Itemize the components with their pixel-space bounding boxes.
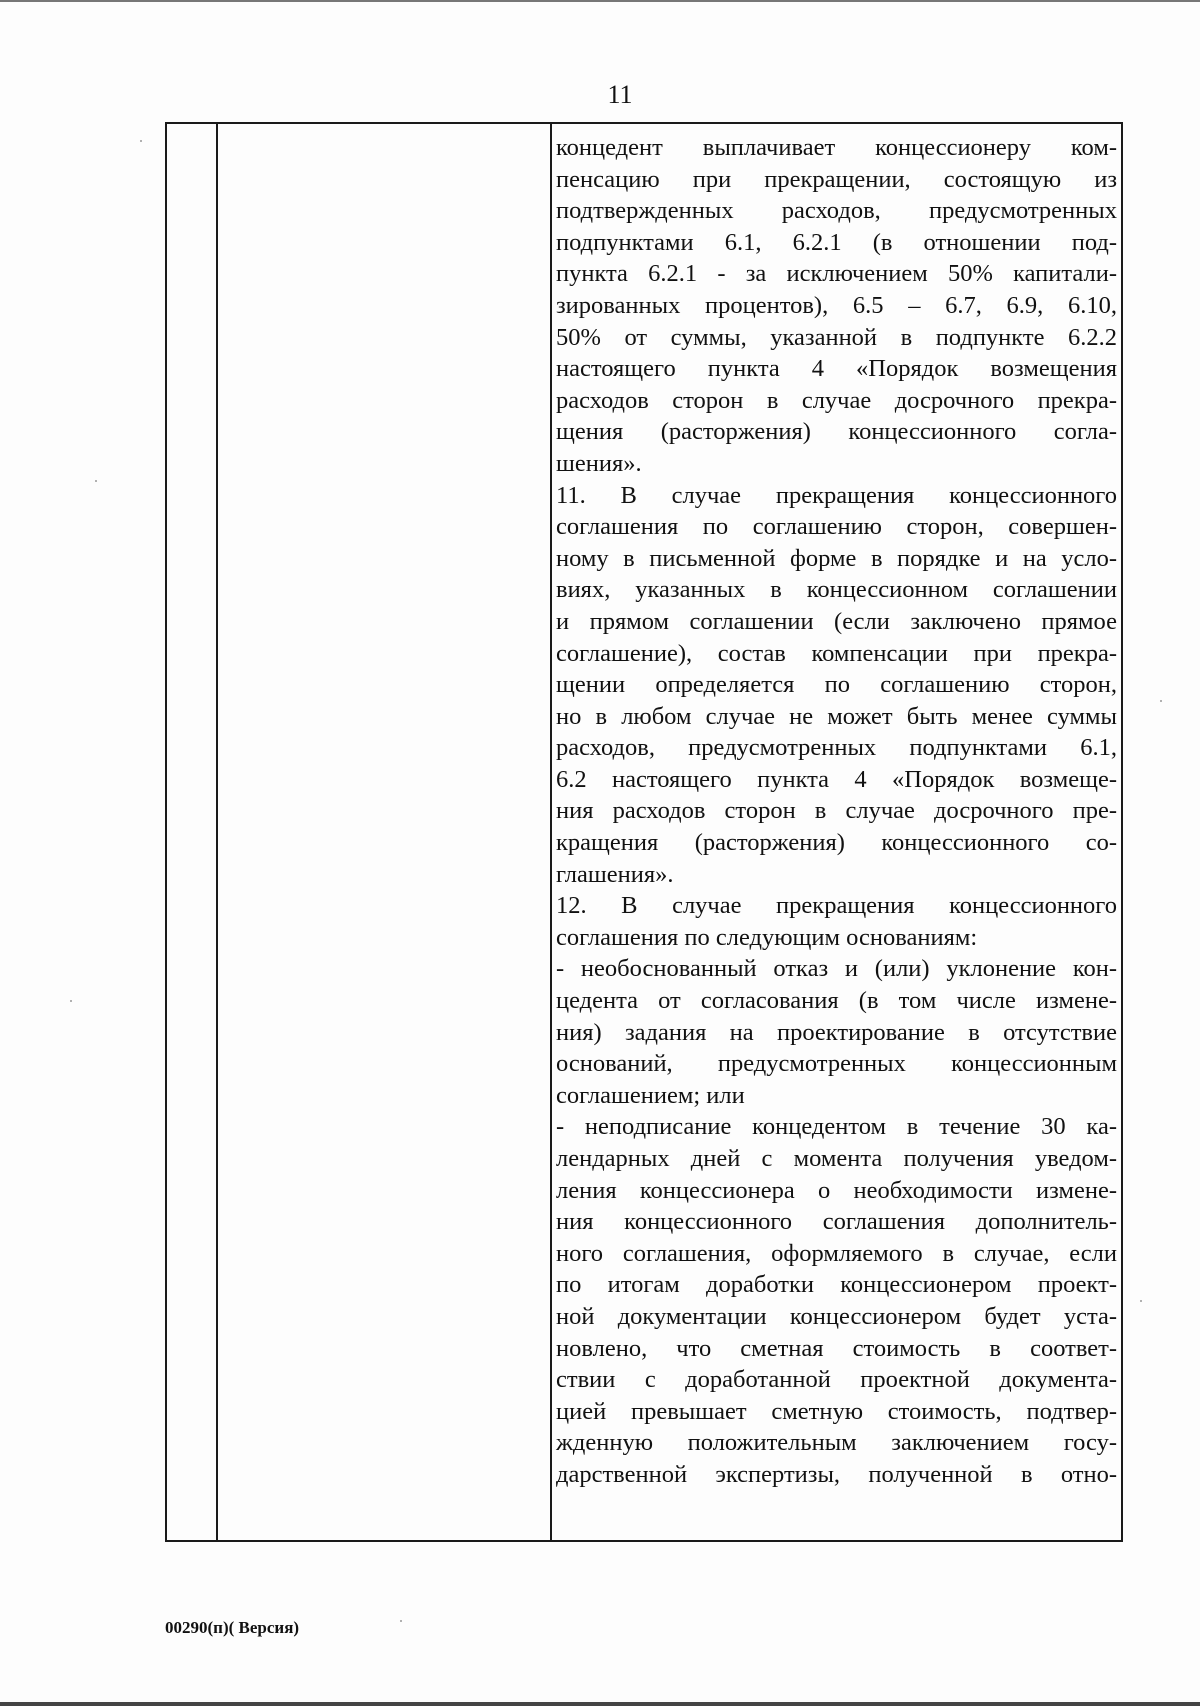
text-line: жденную положительным заключением госу- — [556, 1429, 1117, 1457]
scan-speck — [70, 1000, 72, 1002]
text-line: соглашения по соглашению сторон, совершен- — [556, 513, 1117, 541]
text-line: новлено, что сметная стоимость в соответ- — [556, 1334, 1117, 1362]
text-line: зированных процентов), 6.5 – 6.7, 6.9, 6.10, — [556, 291, 1117, 319]
scan-speck — [95, 480, 97, 482]
text-line: концедент выплачивает концессионеру ком- — [556, 134, 1117, 161]
text-line: кращения (расторжения) концессионного со- — [556, 829, 1117, 857]
text-line: виях, указанных в концессионном соглашении — [556, 576, 1117, 604]
table-column-divider-2 — [550, 124, 552, 1540]
scan-edge-bottom — [0, 1702, 1200, 1706]
text-line: 6.2 настоящего пункта 4 «Порядок возмеще- — [556, 765, 1117, 793]
text-line: ния расходов сторон в случае досрочного пре- — [556, 797, 1117, 825]
text-line: шения». — [556, 449, 642, 477]
scan-speck — [1140, 1300, 1142, 1302]
text-line: по итогам доработки концессионером проект- — [556, 1271, 1117, 1299]
text-line: 11. В случае прекращения концессионного — [556, 481, 1117, 509]
text-line: соглашения по следующим основаниям: — [556, 923, 978, 951]
text-line: цией превышает сметную стоимость, подтвер- — [556, 1397, 1117, 1425]
page-number: 11 — [607, 80, 633, 109]
text-line: и прямом соглашении (если заключено прямое — [556, 607, 1117, 635]
text-line: оснований, предусмотренных концессионным — [556, 1050, 1117, 1078]
text-line: глашения». — [556, 860, 674, 888]
text-line: дарственной экспертизы, полученной в отно- — [556, 1460, 1117, 1488]
text-line: ного соглашения, оформляемого в случае, если — [556, 1239, 1117, 1267]
text-line: - неподписание концедентом в течение 30 ка- — [556, 1113, 1117, 1141]
text-line: ления концессионера о необходимости измене- — [556, 1176, 1117, 1204]
document-table — [165, 122, 1123, 1542]
text-line: пункта 6.2.1 - за исключением 50% капитали- — [556, 260, 1117, 288]
scan-edge-top — [0, 0, 1200, 2]
text-line: ния концессионного соглашения дополнитель- — [556, 1208, 1117, 1236]
text-line: ной документации концессионером будет уста- — [556, 1302, 1117, 1330]
text-line: ния) задания на проектирование в отсутствие — [556, 1018, 1117, 1046]
text-line: ствии с доработанной проектной документа- — [556, 1366, 1117, 1394]
scan-speck — [1160, 700, 1162, 702]
text-line: подтвержденных расходов, предусмотренных — [556, 197, 1117, 225]
text-line: 50% от суммы, указанной в подпункте 6.2.2 — [556, 323, 1117, 351]
text-line: пенсацию при прекращении, состоящую из — [556, 165, 1117, 193]
text-line: подпунктами 6.1, 6.2.1 (в отношении под- — [556, 228, 1117, 256]
text-line: ному в письменной форме в порядке и на усло- — [556, 544, 1117, 572]
text-line: расходов, предусмотренных подпунктами 6.1, — [556, 734, 1117, 762]
text-line: соглашение), состав компенсации при прекра- — [556, 639, 1117, 667]
text-line: соглашением; или — [556, 1081, 745, 1109]
document-footer-code: 00290(п)( Версия) — [165, 1618, 300, 1637]
text-line: щении определяется по соглашению сторон, — [556, 671, 1117, 699]
text-line: расходов сторон в случае досрочного прекра- — [556, 386, 1117, 414]
scan-speck — [140, 140, 142, 142]
table-cell-text — [556, 132, 1117, 1491]
text-line: лендарных дней с момента получения уведом- — [556, 1145, 1117, 1172]
text-line: но в любом случае не может быть менее суммы — [556, 702, 1117, 730]
table-column-divider-1 — [216, 124, 218, 1540]
text-line: 12. В случае прекращения концессионного — [556, 892, 1117, 920]
text-line: цедента от согласования (в том числе измене- — [556, 987, 1117, 1015]
text-line: - необоснованный отказ и (или) уклонение кон- — [556, 955, 1117, 983]
text-line: настоящего пункта 4 «Порядок возмещения — [556, 355, 1117, 383]
scan-speck — [400, 1620, 402, 1622]
text-line: щения (расторжения) концессионного согла- — [556, 418, 1117, 446]
